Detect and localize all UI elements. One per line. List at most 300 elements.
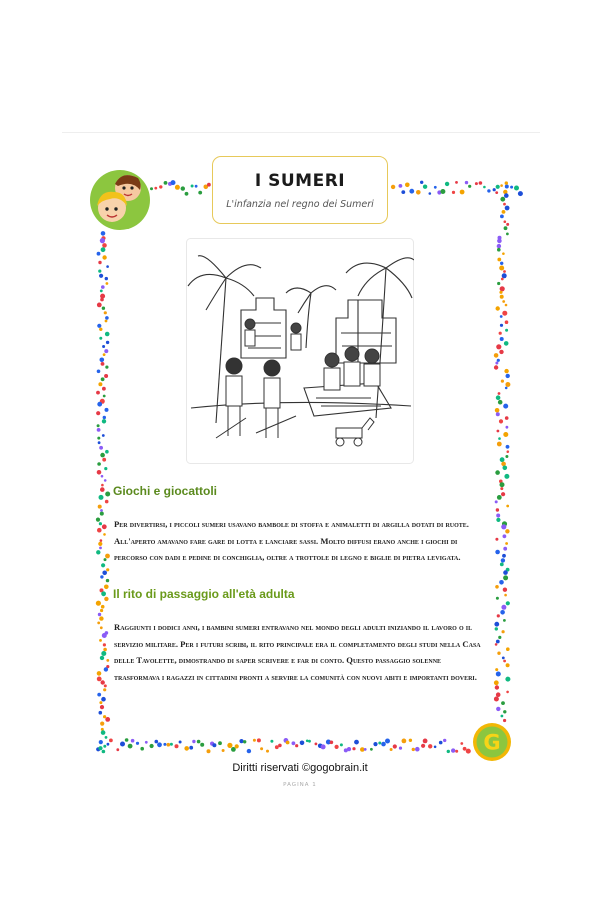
confetti-dot [501,278,504,281]
confetti-dot [227,743,232,748]
confetti-dot [483,186,486,189]
confetti-dot [497,442,502,447]
confetti-dot [131,739,135,743]
kids-faces-icon [88,166,152,232]
confetti-dot [101,484,104,487]
confetti-dot [100,358,105,363]
confetti-dot [429,192,432,195]
confetti-dot [163,743,166,746]
confetti-dot [495,685,499,689]
confetti-dot [109,739,113,743]
confetti-dot [505,416,509,420]
confetti-dot [100,722,104,726]
confetti-dot [105,450,109,454]
confetti-dot [500,215,504,219]
confetti-dot [502,210,506,214]
confetti-dot [502,273,507,278]
confetti-dot [434,746,437,749]
confetti-dot [503,466,508,471]
confetti-dot [101,680,105,684]
confetti-dot [247,749,251,753]
confetti-dot [97,622,100,625]
confetti-dot [495,538,498,541]
confetti-dot [506,374,510,378]
confetti-dot [105,277,108,280]
confetti-dot [503,547,507,551]
confetti-dot [100,512,104,516]
confetti-dot [101,730,106,735]
confetti-dot [266,750,269,753]
confetti-dot [207,749,211,753]
confetti-dot [370,748,373,751]
confetti-dot [505,206,510,211]
confetti-dot [496,692,501,697]
confetti-dot [494,622,499,627]
confetti-dot [198,191,202,195]
confetti-dot [504,594,507,597]
confetti-dot [500,324,503,327]
confetti-dot [447,750,450,753]
confetti-dot [218,741,222,745]
confetti-dot [503,270,506,273]
confetti-dot [494,353,499,358]
confetti-dot [501,492,505,496]
confetti-dot [502,300,505,303]
confetti-dot [97,370,101,374]
confetti-dot [501,380,504,383]
confetti-dot [503,570,508,575]
confetti-dot [506,426,509,429]
confetti-dot [105,492,110,497]
confetti-dot [300,741,305,746]
confetti-dot [378,742,381,745]
confetti-dot [103,648,107,652]
confetti-dot [499,291,502,294]
confetti-dot [335,745,339,749]
confetti-dot [497,244,501,248]
confetti-dot [98,270,101,273]
confetti-dot [101,377,105,381]
section-heading-rito: Il rito di passaggio all'età adulta [113,587,295,601]
confetti-dot [207,183,211,187]
confetti-dot [409,189,414,194]
confetti-dot [102,387,106,391]
confetti-dot [99,616,103,620]
page-title: I SUMERI [254,171,346,191]
confetti-dot [514,186,519,191]
confetti-dot [292,741,296,745]
confetti-dot [354,740,359,745]
confetti-dot [496,707,500,711]
confetti-dot [100,575,103,578]
confetti-dot [103,745,106,748]
confetti-dot [498,437,501,440]
confetti-dot [330,741,334,745]
confetti-dot [505,320,509,324]
confetti-dot [102,307,105,310]
confetti-dot [275,745,279,749]
confetti-dot [503,534,507,538]
confetti-dot [192,740,195,743]
confetti-dot [101,605,105,609]
confetti-dot [503,575,508,580]
confetti-dot [306,740,309,743]
confetti-dot [390,748,393,751]
confetti-dot [97,677,102,682]
confetti-dot [97,528,102,533]
confetti-dot [496,672,501,677]
confetti-dot [102,345,105,348]
confetti-dot [496,185,500,189]
confetti-dot [452,191,455,194]
confetti-dot [500,295,504,299]
confetti-dot [500,184,503,187]
confetti-dot [505,329,508,332]
confetti-dot [494,697,499,702]
confetti-dot [364,748,367,751]
confetti-dot [97,462,101,466]
confetti-dot [496,640,500,644]
confetti-dot [97,428,101,432]
confetti-dot [171,180,176,185]
confetti-dot [100,298,104,302]
confetti-dot [97,424,100,427]
confetti-dot [405,183,410,188]
confetti-dot [503,588,507,592]
confetti-dot [504,369,508,373]
confetti-dot [494,680,499,685]
confetti-dot [500,315,503,318]
confetti-dot [105,554,110,559]
confetti-dot [100,294,105,299]
confetti-dot [373,742,377,746]
confetti-dot [503,432,508,437]
confetti-dot [101,247,106,252]
confetti-dot [103,715,106,718]
confetti-dot [460,742,463,745]
confetti-dot [497,652,500,655]
confetti-dot [504,341,509,346]
confetti-dot [104,558,107,561]
confetti-dot [185,192,189,196]
confetti-dot [99,740,103,744]
confetti-dot [195,185,198,188]
confetti-dot [103,643,106,646]
confetti-dot [150,744,154,748]
confetti-dot [347,747,351,751]
confetti-dot [100,290,103,293]
page-number: PAGINA 1 [283,782,317,788]
confetti-dot [401,190,405,194]
confetti-dot [189,746,193,750]
confetti-dot [499,266,504,271]
confetti-dot [164,181,168,185]
confetti-dot [500,262,503,265]
confetti-dot [97,671,102,676]
confetti-dot [125,738,129,742]
confetti-dot [495,585,499,589]
confetti-dot [175,185,180,190]
confetti-dot [475,182,478,185]
confetti-dot [98,746,102,750]
confetti-dot [200,743,204,747]
confetti-dot [499,350,503,354]
confetti-dot [455,181,458,184]
confetti-dot [499,332,502,335]
confetti-dot [101,563,105,567]
confetti-dot [100,626,103,629]
confetti-dot [500,286,505,291]
confetti-dot [99,522,102,525]
confetti-dot [497,282,500,285]
confetti-dot [101,591,106,596]
confetti-dot [495,550,500,555]
confetti-dot [439,741,443,745]
confetti-dot [501,462,506,467]
confetti-dot [495,408,500,413]
confetti-dot [104,311,107,314]
confetti-dot [100,609,103,612]
confetti-dot [494,365,498,369]
confetti-dot [506,223,509,226]
confetti-dot [501,605,506,610]
confetti-dot [105,366,108,369]
confetti-dot [100,487,105,492]
confetti-dot [102,524,107,529]
confetti-dot [257,738,261,742]
confetti-dot [497,430,500,433]
confetti-dot [505,677,510,682]
confetti-dot [104,467,107,470]
confetti-dot [295,744,298,747]
confetti-dot [103,353,106,356]
confetti-dot [159,185,162,188]
confetti-dot [97,303,102,308]
confetti-dot [103,533,106,536]
confetti-dot [99,337,102,340]
confetti-dot [496,412,500,416]
confetti-dot [506,691,509,694]
confetti-dot [103,688,106,691]
confetti-dot [495,362,498,365]
confetti-dot [97,324,101,328]
confetti-dot [97,437,100,440]
confetti-dot [96,411,100,415]
confetti-dot [503,710,506,713]
confetti-dot [104,585,109,590]
confetti-dot [420,181,423,184]
confetti-dot [105,316,109,320]
confetti-dot [412,748,415,751]
confetti-dot [460,190,465,195]
confetti-dot [498,400,503,405]
confetti-dot [501,524,506,529]
confetti-dot [504,220,507,223]
confetti-dot [99,446,103,450]
confetti-dot [495,627,498,630]
confetti-dot [506,647,510,651]
confetti-dot [497,359,500,362]
confetti-dot [106,579,109,582]
confetti-dot [423,185,427,189]
confetti-dot [507,450,510,453]
confetti-dot [105,332,110,337]
confetti-dot [503,619,506,622]
confetti-dot [506,663,510,667]
confetti-dot [106,341,109,344]
confetti-dot [102,255,106,259]
confetti-dot [504,226,508,230]
g-logo-icon [472,722,512,762]
confetti-dot [496,597,499,600]
confetti-dot [253,739,256,742]
confetti-dot [315,743,318,746]
confetti-dot [503,203,506,206]
confetti-dot [222,749,225,752]
confetti-dot [100,656,104,660]
confetti-dot [278,744,282,748]
confetti-dot [235,744,239,748]
confetti-dot [98,505,102,509]
confetti-dot [495,191,498,194]
confetti-dot [96,550,100,554]
confetti-dot [428,744,432,748]
confetti-dot [175,744,179,748]
confetti-dot [99,639,102,642]
confetti-dot [399,184,403,188]
confetti-dot [181,186,185,190]
confetti-dot [104,479,107,482]
confetti-dot [499,419,503,423]
confetti-dot [352,747,355,750]
confetti-dot [381,742,386,747]
confetti-dot [270,740,273,743]
confetti-dot [167,743,171,747]
confetti-dot [100,238,105,243]
confetti-dot [502,630,505,633]
confetti-dot [96,391,100,395]
confetti-dot [497,239,502,244]
confetti-dot [96,518,100,522]
confetti-dot [321,744,326,749]
confetti-dot [409,739,412,742]
confetti-dot [99,701,102,704]
confetti-dot [500,487,503,490]
confetti-dot [500,610,505,615]
confetti-dot [98,261,101,264]
confetti-dot [496,518,500,522]
confetti-dot [504,474,509,479]
g-badge-letter: G [483,730,501,755]
confetti-dot [496,344,501,349]
confetti-dot [506,445,510,449]
confetti-dot [493,188,496,191]
confetti-dot [98,542,102,546]
confetti-dot [505,181,508,184]
confetti-dot [101,475,104,478]
confetti-dot [136,742,139,745]
confetti-dot [102,458,106,462]
confetti-dot [495,668,498,671]
confetti-dot [421,744,425,748]
confetti-dot [145,741,148,744]
confetti-dot [385,739,390,744]
confetti-dot [99,711,103,715]
confetti-dot [116,748,119,751]
confetti-dot [101,651,106,656]
confetti-dot [100,453,105,458]
confetti-dot [103,416,106,419]
confetti-dot [97,252,101,256]
section-heading-giochi: Giochi e giocattoli [113,484,218,498]
confetti-dot [498,636,501,639]
confetti-dot [239,739,243,743]
confetti-dot [497,248,501,252]
confetti-dot [416,190,421,195]
confetti-dot [243,740,246,743]
confetti-dot [500,197,505,202]
confetti-dot [308,740,311,743]
confetti-dot [101,697,106,702]
confetti-dot [505,382,510,387]
confetti-dot [465,181,468,184]
confetti-dot [155,740,159,744]
confetti-dot [179,741,182,744]
confetti-dot [497,495,502,500]
section-text-rito: Raggiunti i dodici anni, i bambini sumeri entravano nel mondo degli adulti iniziando il lavoro o il servizio militare. Per i futuri scribi, il rito principale era il completamento degli studi nella Casa delle Tavolette, dimostrando di saper scrivere e far di conto. Questo passaggio solenne trasformava i ragazzi in cittadini pronti a servire la comunità con nuovi abiti e importanti doveri. [114,622,481,682]
confetti-dot [102,434,105,437]
confetti-dot [105,736,108,739]
confetti-dot [103,395,106,398]
confetti-dot [479,181,483,185]
confetti-dot [105,320,108,323]
confetti-dot [506,505,509,508]
confetti-dot [102,419,106,423]
confetti-dot [97,402,102,407]
confetti-dot [128,744,133,749]
confetti-dot [106,282,109,285]
confetti-dot [101,285,105,289]
confetti-dot [501,558,505,562]
confetti-dot [191,185,194,188]
confetti-dot [104,349,108,353]
confetti-dot [505,529,509,533]
confetti-dot [157,742,162,747]
confetti-dot [497,258,501,262]
confetti-dot [455,750,458,753]
confetti-dot [105,500,109,504]
confetti-dot [505,542,508,545]
confetti-dot [503,660,506,663]
confetti-dot [170,743,173,746]
confetti-dot [505,185,509,189]
confetti-dot [499,580,504,585]
confetti-dot [102,633,107,638]
confetti-dot [445,182,449,186]
confetti-dot [496,508,499,511]
confetti-dot [120,742,125,747]
confetti-dot [106,265,109,268]
confetti-dot [154,187,157,190]
confetti-dot [497,614,500,617]
confetti-dot [399,747,402,750]
confetti-dot [505,304,508,307]
confetti-dot [104,667,108,671]
confetti-dot [184,746,189,751]
confetti-dot [505,455,508,458]
confetti-dot [500,457,505,462]
confetti-dot [496,395,501,400]
